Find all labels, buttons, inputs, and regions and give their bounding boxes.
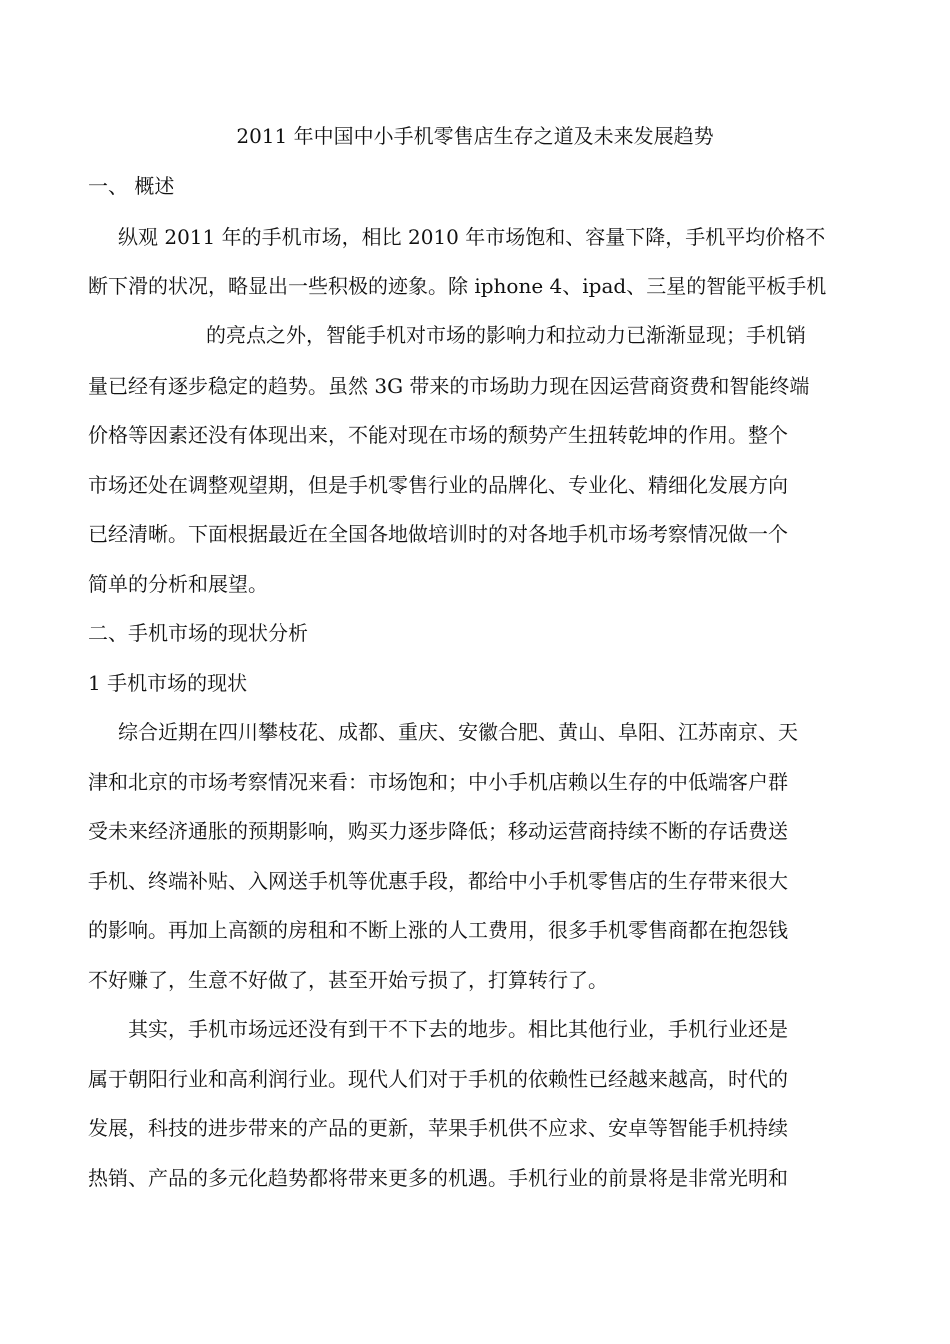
paragraph-line: 其实，手机市场远还没有到干不下去的地步。相比其他行业，手机行业还是 bbox=[128, 1017, 788, 1041]
subsection-heading-market-status: 1 手机市场的现状 bbox=[88, 671, 248, 695]
paragraph-line: 属于朝阳行业和高利润行业。现代人们对于手机的依赖性已经越来越高，时代的 bbox=[88, 1067, 788, 1091]
paragraph-line: 发展，科技的进步带来的产品的更新，苹果手机供不应求、安卓等智能手机持续 bbox=[88, 1116, 788, 1140]
paragraph-line: 不好赚了，生意不好做了，甚至开始亏损了，打算转行了。 bbox=[88, 968, 608, 992]
paragraph-line: 受未来经济通胀的预期影响，购买力逐步降低；移动运营商持续不断的存话费送 bbox=[88, 819, 788, 843]
paragraph-line: 热销、产品的多元化趋势都将带来更多的机遇。手机行业的前景将是非常光明和 bbox=[88, 1166, 788, 1190]
paragraph-line: 简单的分析和展望。 bbox=[88, 572, 268, 596]
paragraph-line: 的影响。再加上高额的房租和不断上涨的人工费用，很多手机零售商都在抱怨钱 bbox=[88, 918, 788, 942]
paragraph-line: 手机、终端补贴、入网送手机等优惠手段，都给中小手机零售店的生存带来很大 bbox=[88, 869, 788, 893]
section-heading-market-analysis: 二、手机市场的现状分析 bbox=[88, 621, 308, 645]
paragraph-line: 量已经有逐步稳定的趋势。虽然 3G 带来的市场助力现在因运营商资费和智能终端 bbox=[88, 374, 810, 398]
document-title: 2011 年中国中小手机零售店生存之道及未来发展趋势 bbox=[236, 124, 714, 148]
paragraph-line: 已经清晰。下面根据最近在全国各地做培训时的对各地手机市场考察情况做一个 bbox=[88, 522, 788, 546]
section-heading-overview: 一、 概述 bbox=[88, 174, 175, 198]
paragraph-line: 的亮点之外，智能手机对市场的影响力和拉动力已渐渐显现；手机销 bbox=[206, 323, 806, 347]
paragraph-line: 纵观 2011 年的手机市场，相比 2010 年市场饱和、容量下降，手机平均价格不 bbox=[118, 225, 826, 249]
paragraph-line: 综合近期在四川攀枝花、成都、重庆、安徽合肥、黄山、阜阳、江苏南京、天 bbox=[118, 720, 798, 744]
paragraph-line: 断下滑的状况，略显出一些积极的迹象。除 iphone 4、ipad、三星的智能平板手机 bbox=[88, 274, 827, 298]
paragraph-line: 津和北京的市场考察情况来看：市场饱和；中小手机店赖以生存的中低端客户群 bbox=[88, 770, 788, 794]
paragraph-line: 价格等因素还没有体现出来，不能对现在市场的颓势产生扭转乾坤的作用。整个 bbox=[88, 423, 788, 447]
paragraph-line: 市场还处在调整观望期，但是手机零售行业的品牌化、专业化、精细化发展方向 bbox=[88, 473, 788, 497]
